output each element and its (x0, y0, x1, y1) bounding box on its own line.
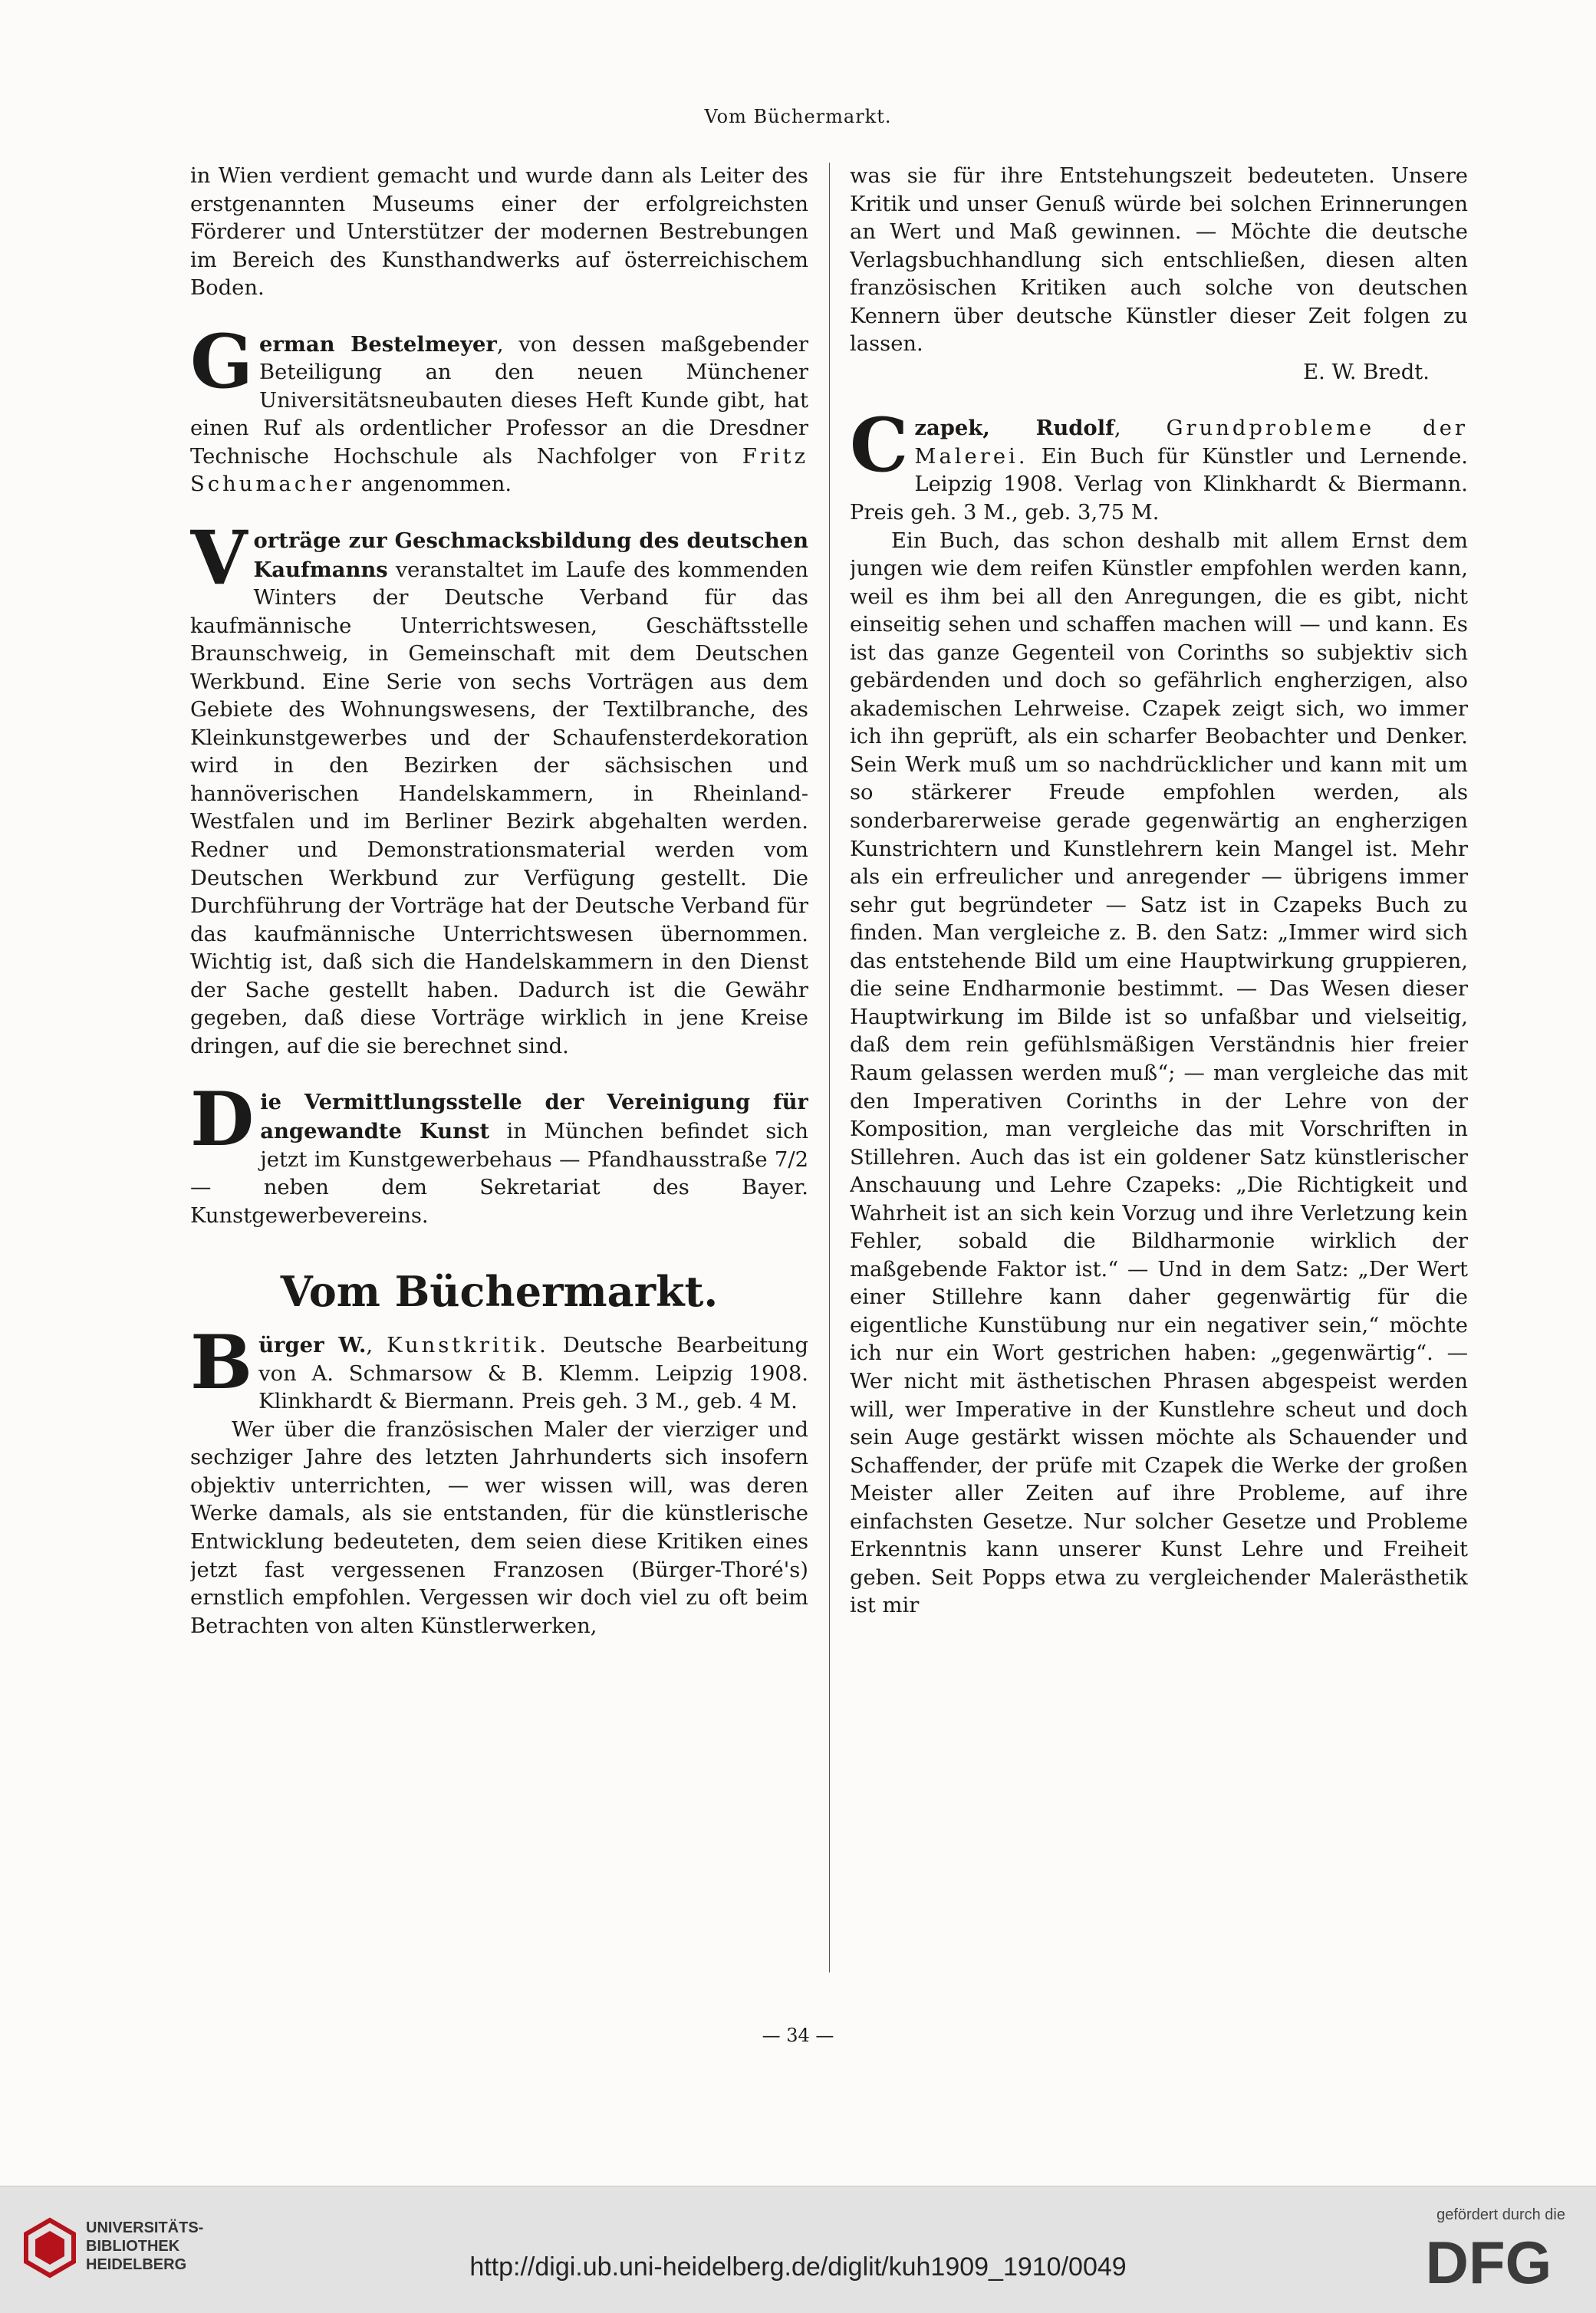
funding-caption: gefördert durch die (1436, 2206, 1565, 2223)
entry-text: Deutsche Bearbeitung von A. Schmarsow & B. Klemm. Leipzig 1908. Klinkhardt & Biermann. Preis geh. 3 M., geb. 4 M. (258, 1334, 808, 1414)
text-columns (190, 163, 1468, 1972)
dfg-logo-text: DFG (1425, 2231, 1552, 2292)
entry-head: ie Vermittlungsstelle der Vereinigung für angewandte Kunst (260, 1090, 808, 1143)
entry-bestelmeyer (190, 318, 808, 499)
column-divider (829, 163, 830, 1972)
spacer (190, 1061, 808, 1088)
entry-text: in München befindet sich jetzt im Kunstgewerbehaus — Pfandhausstraße 7/2 — neben dem Sekretariat des Bayer. Kunstgewerbevereins. (190, 1119, 808, 1228)
entry-head: zapek, Rudolf (914, 416, 1114, 441)
right-column (850, 163, 1468, 1972)
dropcap: D (190, 1076, 255, 1163)
entry-czapek (850, 402, 1468, 527)
library-name-line: BIBLIOTHEK (86, 2238, 180, 2255)
library-name-line: UNIVERSITÄTS- (86, 2219, 204, 2236)
dropcap: V (190, 515, 248, 602)
spacer (190, 303, 808, 331)
right-carry-over: was sie für ihre Entstehungszeit bedeuteten. Unsere Kritik und unser Genuß würde bei solchen Erinnerungen an Wert und Maß gewinnen. — Möchte die deutsche Verlagsbuchhandlung sich entschließen, diesen alten französischen Kritiken auch solche von deutschen Kennern über deutsche Künstler dieser Zeit folgen zu lassen. (850, 164, 1468, 357)
spaced-title: Kunstkritik. (387, 1334, 549, 1358)
review-paragraph: Ein Buch, das schon deshalb mit allem Ernst dem jungen wie dem reifen Künstler empfohlen werden kann, weil es ihm bei all den Anregungen, die es gibt, nicht einseitig sehen und schaffen machen will — und kann. Es ist das ganze Gegenteil von Corinths so subjektiv sich gebärdenden und doch so gefährlich engherzigen, also akademischen Lehrweise. Czapek zeigt sich, wo immer ich ihn geprüft, als ein scharfer Beobachter und Denker. Sein Werk muß um so nachdrücklicher und kann mit um so stärkerer Freude empfohlen werden, als sonderbarerweise gerade gegenwärtig an engherzigen Kunstrichtern und Kunstlehrern kein Mangel ist. Mehr als ein erfreulicher und anregender — übrigens immer sehr gut begründeter — Satz ist in Czapeks Buch zu finden. Man vergleiche z. B. den Satz: „Immer wird sich das entstehende Bild um eine Hauptwirkung gruppieren, die seine Endharmonie bestimmt. — Das Wesen dieser Hauptwirkung im Bilde ist so unfaßbar und vielseitig, daß dem rein gefühlsmäßigen Verständnis hier freier Raum gelassen werden muß“; — man vergleiche das mit den Imperativen Corinths in der Lehre von der Komposition, man vergleiche das mit Vorschriften in Stillehren. Auch das ist ein goldener Satz künstlerischer Anschauung und Lehre Czapeks: „Die Richtigkeit und Wahrheit ist an sich kein Vorzug und ihre Verletzung kein Fehler, sobald die Bildharmonie wirklich der maßgebende Faktor ist.“ — Und in dem Satz: „Der Wert einer Stillehre kann daher gegenwärtig für die eigentliche Kunstübung nur ein negativer sein,“ möchte ich nur ein Wort gestrichen haben: „gegenwärtig“. — Wer nicht mit ästhetischen Phrasen abgespeist werden will, wer Imperative in der Kunstlehre scheut und doch sein Auge gestärkt wissen möchte als Schauender und Schaffender, der prüfe mit Czapek die Werke der großen Meister aller Zeiten auf ihre Probleme, auf ihre einfachsten Gesetze. Nur solcher Gesetze und Probleme Erkenntnis kann unserer Kunst Lehre und Freiheit geben. Seit Popps etwa zu vergleichender Malerästhetik ist mir (850, 528, 1468, 1618)
left-column (190, 163, 808, 1972)
signature: E. W. Bredt. (1303, 360, 1430, 384)
entry-head: ürger W. (258, 1333, 367, 1358)
dropcap: G (190, 318, 253, 405)
spaced-title: Grundprobleme der Malerei. (914, 416, 1468, 469)
entry-vermittlung (190, 1076, 808, 1230)
entry-text: , von dessen maßgebender Beteiligung an den neuen Münchener Universitätsneubauten dieses Heft Kunde gibt, hat einen Ruf als ordentlicher Professor an die Dresdner Technische Hochschule als Nachfolger von (190, 332, 808, 469)
permalink-url[interactable]: http://digi.ub.uni-heidelberg.de/diglit/kuh1909_1910/0049 (469, 2252, 1127, 2282)
running-head: Vom Büchermarkt. (704, 106, 892, 127)
review-paragraph: Wer über die französischen Maler der vierziger und sechziger Jahre des letzten Jahrhunderts sich insofern objektiv unterrichten, — wer wissen will, was deren Werke damals, als sie entstanden, für die künstlerische Entwicklung bedeuteten, dem seien diese Kritiken eines jetzt fast vergessenen Franzosen (Bürger-Thoré's) ernstlich empfohlen. Vergessen wir doch viel zu oft beim Betrachten von alten Künstlerwerken, (190, 1417, 808, 1638)
entry-vortraege (190, 515, 808, 1061)
entry-head: erman Bestelmeyer (258, 331, 497, 357)
entry-buerger (190, 1319, 808, 1416)
dropcap: C (850, 402, 909, 489)
spacer (190, 499, 808, 527)
left-carry-over: in Wien verdient gemacht und wurde dann als Leiter des erstgenannten Museums einer der erfolgreichsten Förderer und Unterstützer der modernen Bestrebungen im Bereich des Kunsthandwerks auf österreichischem Boden. (190, 164, 808, 301)
entry-text: Ein Buch für Künstler und Lernende. Leipzig 1908. Verlag von Klinkhardt & Biermann. Preis geh. 3 M., geb. 3,75 M. (850, 444, 1468, 525)
spacer (850, 387, 1468, 414)
entry-head: orträge zur Geschmacksbildung des deutschen Kaufmanns (253, 528, 808, 582)
entry-text: angenommen. (354, 472, 512, 497)
library-name-line: HEIDELBERG (86, 2256, 187, 2273)
page-number: — 34 — (762, 2025, 834, 2046)
spaced-name: Fritz Schumacher (190, 444, 808, 497)
dfg-logo-icon (1412, 2231, 1565, 2292)
section-heading: Vom Büchermarkt. (280, 1267, 719, 1317)
entry-text: , (366, 1334, 387, 1358)
entry-text: , (1114, 416, 1167, 441)
dropcap: B (190, 1319, 253, 1407)
entry-text: veranstaltet im Laufe des kommenden Winters der Deutsche Verband für das kaufmännische Unterrichtswesen, Geschäftsstelle Braunschweig, in Gemeinschaft mit dem Deutschen Werkbund. Eine Serie von sechs Vorträgen aus dem Gebiete des Wohnungswesens, der Textilbranche, des Kleinkunstgewerbes und der Schaufensterdekoration wird in den Bezirken der sächsischen und hannöverischen Handelskammern, in Rheinland-Westfalen und im Berliner Bezirk abgehalten werden. Redner und Demonstrationsmaterial werden vom Deutschen Werkbund zur Verfügung gestellt. Die Durchführung der Vorträge hat der Deutsche Verband für das kaufmännische Unterrichtswesen übernommen. Wichtig ist, daß sich die Handelskammern in den Dienst der Sache gestellt haben. Dadurch ist die Gewähr gegeben, daß diese Vorträge wirklich in jene Kreise dringen, auf die sie berechnet sind. (190, 558, 808, 1058)
viewer-footer (0, 2186, 1596, 2313)
